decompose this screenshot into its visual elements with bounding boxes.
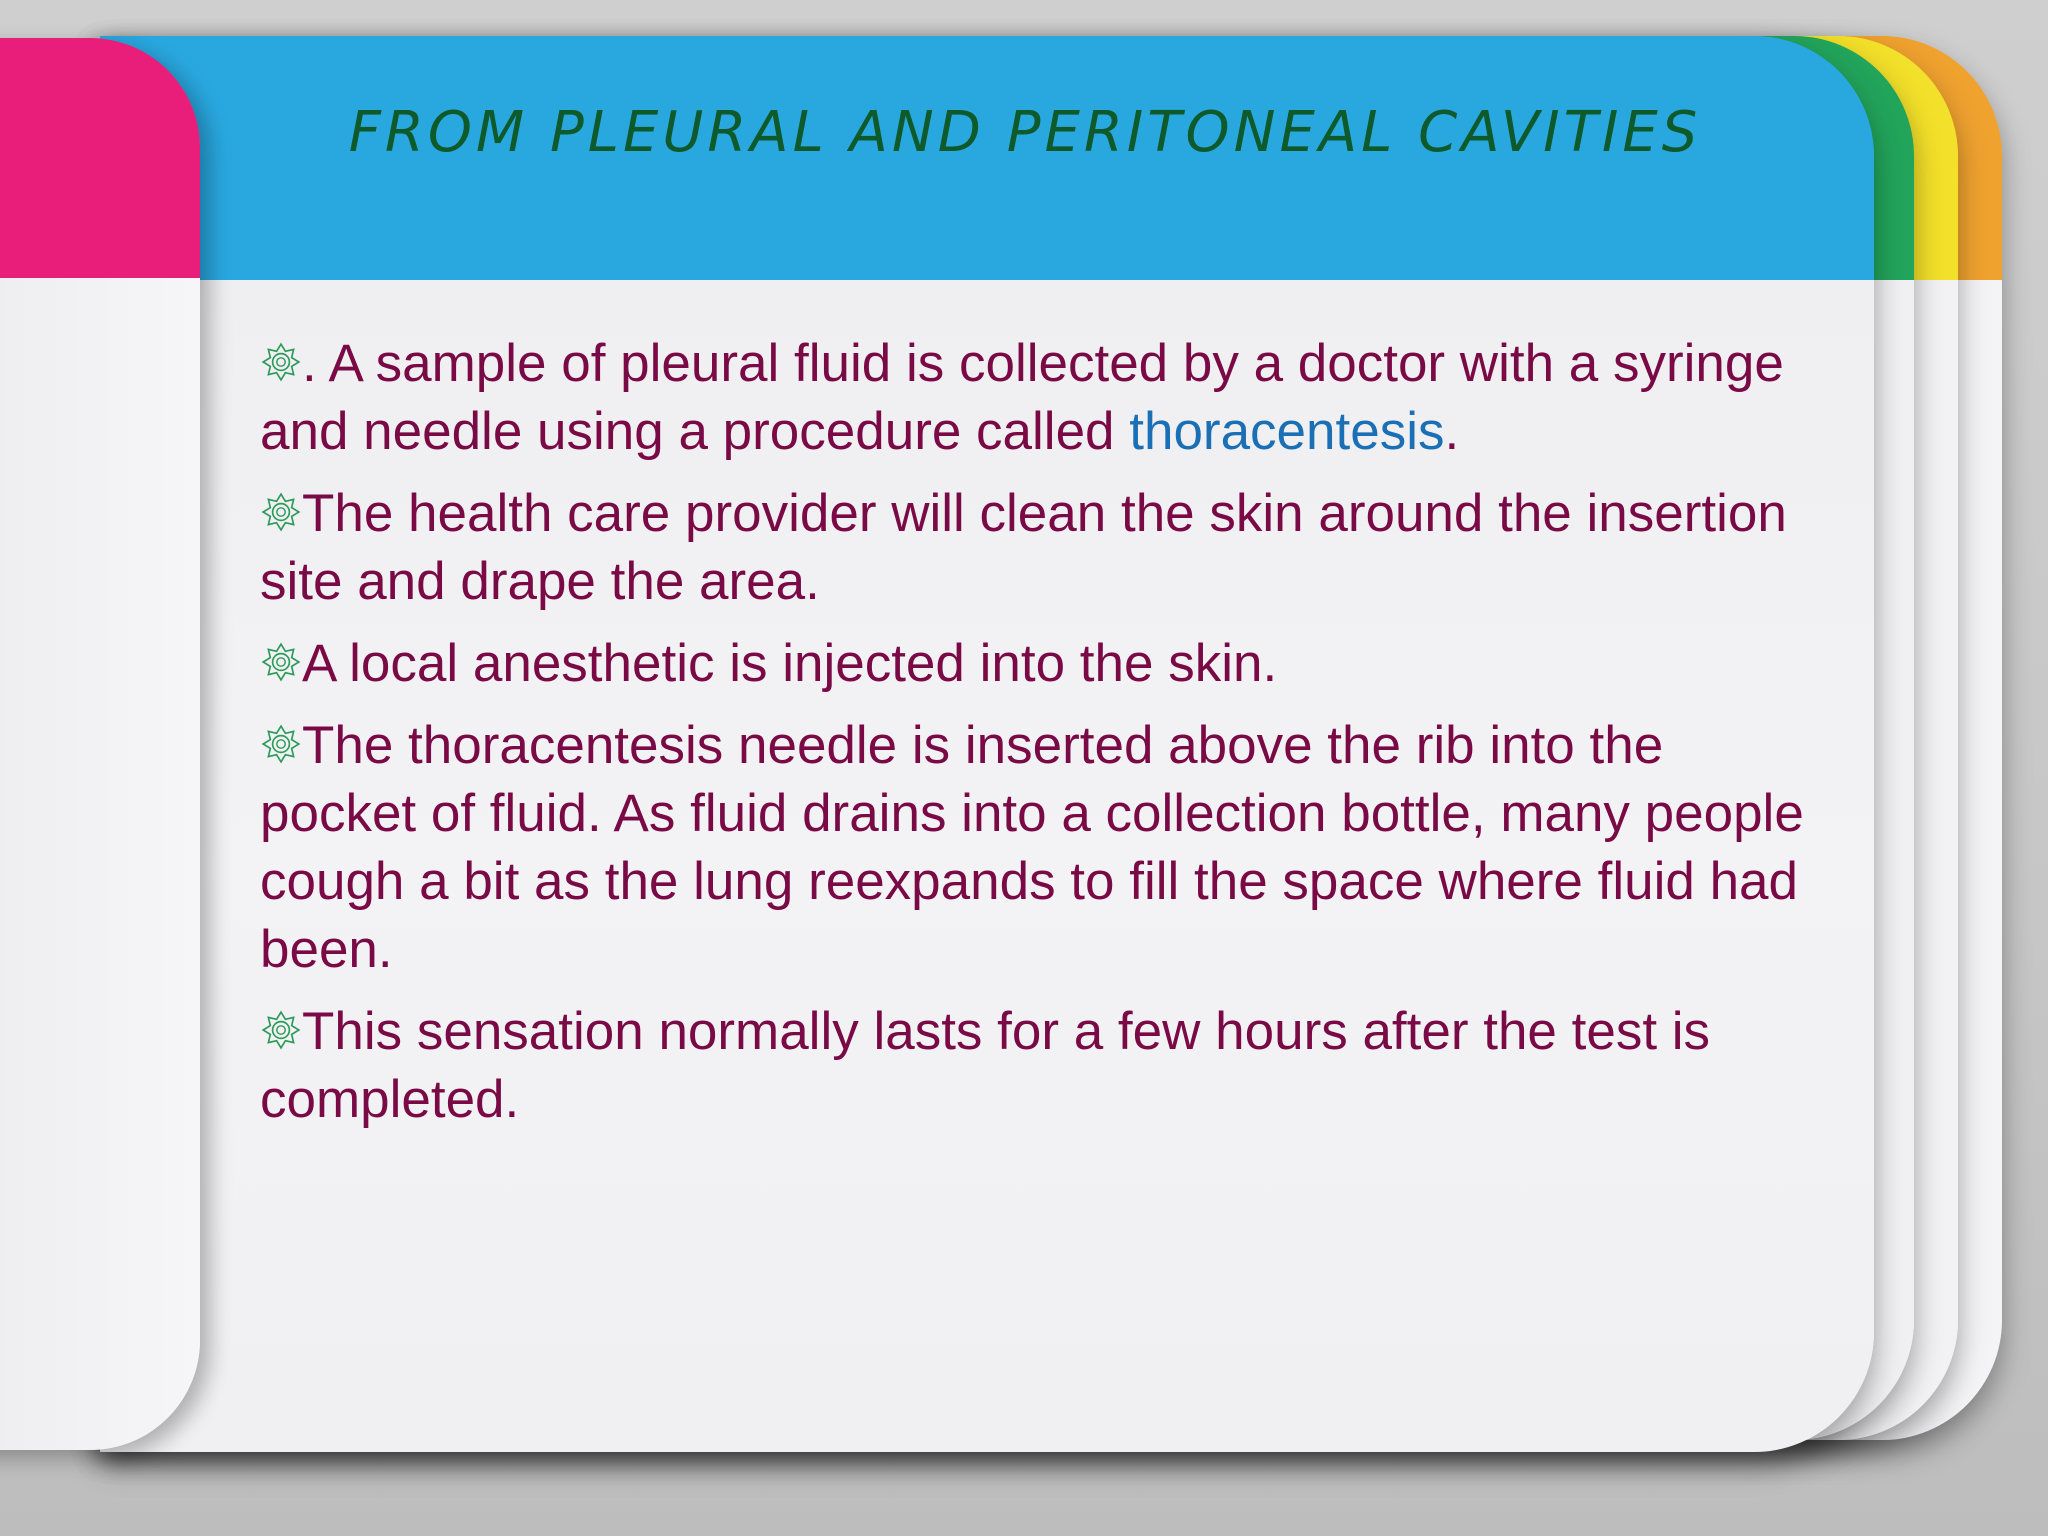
bullet-text: . A sample of pleural fluid is collected by a doctor with a syringe and needle using a procedure called <box>260 334 1784 461</box>
bullet-item <box>260 712 1820 984</box>
bullet-item <box>260 480 1820 616</box>
bullet-text-suffix: . <box>1444 402 1460 461</box>
bullet-text: The health care provider will clean the skin around the insertion site and drape the area. <box>260 484 1787 611</box>
ornate-star-icon <box>260 1009 302 1051</box>
bullet-text: The thoracentesis needle is inserted above the rib into the pocket of fluid. As fluid drains into a collection bottle, many people cough a bit as the lung reexpands to fill the space where fluid had been. <box>260 716 1804 979</box>
thoracentesis-link[interactable]: thoracentesis <box>1129 402 1445 461</box>
ornate-star-icon <box>260 491 302 533</box>
bullet-item <box>260 630 1820 698</box>
bullet-item <box>260 330 1820 466</box>
ornate-star-icon <box>260 723 302 765</box>
slide-title: FROM PLEURAL AND PERITONEAL CAVITIES <box>348 100 1702 165</box>
left-pink-tab <box>0 38 200 1450</box>
bullet-text: A local anesthetic is injected into the skin. <box>302 634 1278 693</box>
bullet-text: This sensation normally lasts for a few hours after the test is completed. <box>260 1002 1711 1129</box>
ornate-star-icon <box>260 641 302 683</box>
bullet-item <box>260 998 1820 1134</box>
bullet-list <box>260 330 1820 1148</box>
ornate-star-icon <box>260 341 302 383</box>
pink-band <box>0 38 200 278</box>
